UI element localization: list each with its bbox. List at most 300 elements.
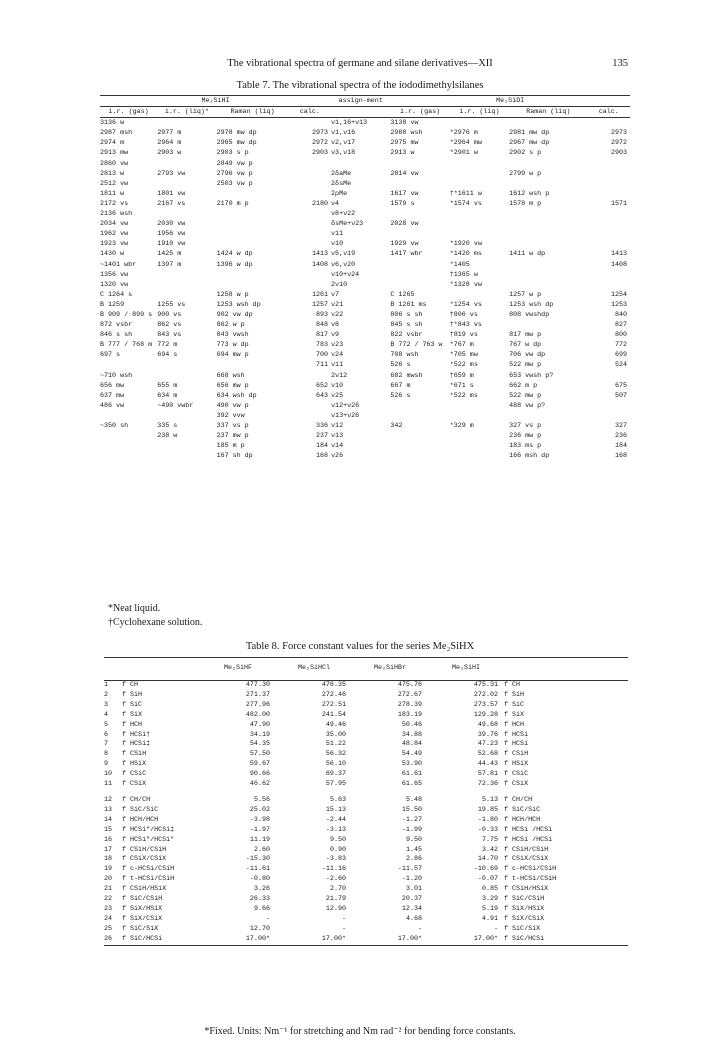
t7-cell: 2972 bbox=[311, 139, 329, 148]
table7-row bbox=[100, 189, 630, 199]
t8-cell: f SiX/CSiX bbox=[122, 914, 163, 923]
table7-row bbox=[100, 219, 630, 229]
t7-cell bbox=[390, 270, 449, 280]
t8-cell: 3.26 bbox=[253, 885, 270, 894]
t7-cell: 237 bbox=[316, 432, 329, 441]
t7-cell: 1578 m p bbox=[509, 199, 542, 208]
table8-row bbox=[104, 846, 628, 856]
t8-cell: 3 bbox=[104, 700, 109, 709]
t7-cell: ~1401 wbr bbox=[100, 260, 137, 269]
t7-cell: 238 w bbox=[157, 432, 178, 441]
t7-cell: ν11 bbox=[331, 361, 344, 370]
t8-cell: -15.30 bbox=[245, 855, 270, 864]
t7-cell bbox=[588, 169, 631, 179]
t7-cell: 2ν10 bbox=[331, 280, 348, 289]
table7-row bbox=[100, 199, 630, 209]
t7-cell: 526 s bbox=[390, 361, 411, 370]
t8-cell: 4.68 bbox=[405, 914, 422, 923]
t8-cell: 21 bbox=[104, 885, 113, 894]
t7-cell bbox=[588, 209, 631, 219]
t7-cell: 1258 w p bbox=[216, 290, 249, 299]
t7-cell: δsMe+ν23 bbox=[331, 220, 364, 229]
t8-cell: 54.49 bbox=[401, 750, 422, 759]
t7-cell: 2913 mw bbox=[100, 149, 129, 158]
t8-cell: 21.79 bbox=[325, 895, 346, 904]
t8-cell: f t-HCSi/CSiH bbox=[122, 875, 175, 884]
t8-cell: 61.61 bbox=[401, 770, 422, 779]
t7-cell bbox=[157, 441, 216, 451]
t7-cell: 1417 wbr bbox=[390, 250, 423, 259]
t7-cell bbox=[289, 169, 331, 179]
t7-cell: C 1265 bbox=[390, 290, 415, 299]
t7-cell bbox=[450, 431, 509, 441]
t8-header-blank bbox=[104, 658, 122, 681]
t8-cell: 34.88 bbox=[401, 730, 422, 739]
t8-cell: f HCSi /HCSi bbox=[504, 835, 553, 844]
group-me2sihi: Me₂SiHI bbox=[201, 97, 230, 105]
table7-row bbox=[100, 128, 630, 138]
t7-cell: B 909 / 899 s bbox=[100, 310, 153, 319]
t7-column-header: i.r. (gas) bbox=[399, 108, 441, 117]
t7-cell: *1328 vw bbox=[449, 280, 482, 289]
t7-cell bbox=[450, 159, 509, 169]
t8-cell: 5.19 bbox=[481, 904, 498, 913]
table7-row bbox=[100, 260, 630, 270]
t7-cell: 2913 w bbox=[390, 149, 415, 158]
t7-cell: 184 bbox=[614, 442, 627, 451]
running-header bbox=[0, 58, 720, 74]
t8-cell: 57.81 bbox=[477, 770, 498, 779]
t8-cell: 6 bbox=[104, 730, 109, 739]
t7-cell: ν8 bbox=[331, 321, 340, 330]
t8-cell: 475.76 bbox=[397, 681, 422, 689]
t7-cell bbox=[588, 239, 631, 249]
t7-cell: 1257 bbox=[311, 300, 329, 309]
t7-cell: *767 m bbox=[449, 341, 474, 350]
table8-row bbox=[104, 935, 628, 945]
t7-cell: 1261 bbox=[311, 290, 329, 299]
t7-cell bbox=[450, 441, 509, 451]
t7-column-header: i.r. (gas) bbox=[108, 108, 149, 117]
t8-cell: 9.66 bbox=[253, 904, 270, 913]
t8-cell: f CH bbox=[504, 681, 521, 689]
t8-cell: 59.67 bbox=[249, 760, 270, 769]
t7-cell bbox=[217, 229, 289, 239]
t7-cell bbox=[588, 219, 631, 229]
t8-cell: 52.68 bbox=[477, 750, 498, 759]
table8-row bbox=[104, 711, 628, 721]
t7-cell: 2030 vw bbox=[157, 220, 186, 229]
t7-cell: 2ν12 bbox=[331, 371, 348, 380]
t7-cell: 2849 vw p bbox=[216, 159, 253, 168]
t8-cell: 46.62 bbox=[249, 780, 270, 789]
t8-cell: -1.80 bbox=[477, 815, 498, 824]
table7-row bbox=[100, 441, 630, 451]
t8-cell: f HCSi† bbox=[122, 730, 151, 739]
t7-cell: 902 vw dp bbox=[216, 310, 253, 319]
t7-cell bbox=[157, 451, 216, 461]
t8-cell: f CH bbox=[122, 681, 139, 689]
t7-column-header: Raman (liq) bbox=[230, 108, 275, 117]
t7-cell: ν25 bbox=[331, 391, 344, 400]
t8-cell: 14 bbox=[104, 815, 113, 824]
t7-cell: *1420 ms bbox=[449, 250, 482, 259]
t7-cell bbox=[450, 179, 509, 189]
t7-cell bbox=[588, 270, 631, 280]
t8-cell: 90.66 bbox=[249, 770, 270, 779]
t8-cell: 17.00* bbox=[245, 934, 270, 943]
t8-cell: 23 bbox=[104, 904, 113, 913]
t8-cell: 11.19 bbox=[249, 835, 270, 844]
t7-cell: ν21 bbox=[331, 300, 344, 309]
t7-cell: *2901 w bbox=[449, 149, 478, 158]
table7-row bbox=[100, 401, 630, 411]
t7-cell: ν1,16+ν13 bbox=[331, 119, 368, 128]
t8-cell: f HCH bbox=[504, 720, 525, 729]
t8-cell: f SiC/HCSi bbox=[504, 934, 545, 943]
t7-cell bbox=[100, 441, 157, 451]
table7-group-row bbox=[100, 96, 630, 107]
t8-cell: f SiC/HCSi bbox=[122, 934, 163, 943]
t7-cell bbox=[509, 209, 587, 219]
t8-cell: 4.91 bbox=[481, 914, 498, 923]
t7-cell bbox=[157, 280, 216, 290]
t8-cell: 2.60 bbox=[253, 845, 270, 854]
t7-cell: 2813 w bbox=[100, 169, 125, 178]
t7-cell: 168 bbox=[614, 452, 627, 461]
t7-cell bbox=[289, 270, 331, 280]
t8-cell: f CSiX bbox=[504, 780, 529, 789]
t8-cell: 12.90 bbox=[325, 904, 346, 913]
t7-cell: 2793 vw bbox=[157, 169, 186, 178]
t8-cell: 51.22 bbox=[325, 740, 346, 749]
t7-cell bbox=[331, 159, 390, 169]
t8-cell: f SiX/HSiX bbox=[122, 904, 163, 913]
t7-cell: 3136 w bbox=[100, 119, 125, 128]
t8-cell: 19 bbox=[104, 865, 113, 874]
t7-cell: 2512 vw bbox=[100, 179, 129, 188]
t8-cell: 12.34 bbox=[401, 904, 422, 913]
t7-cell bbox=[509, 118, 587, 129]
t8-cell: -11.57 bbox=[397, 865, 422, 874]
t8-cell: 22 bbox=[104, 895, 113, 904]
t7-cell: 817 mw p bbox=[509, 331, 542, 340]
t7-cell: ν22 bbox=[331, 310, 344, 319]
t7-cell: 706 vw dp bbox=[509, 351, 546, 360]
table8-row bbox=[104, 721, 628, 731]
t7-cell: ν23 bbox=[331, 341, 344, 350]
t7-cell: 2973 bbox=[610, 129, 627, 138]
table8-row bbox=[104, 691, 628, 701]
t7-cell: 872 vsbr bbox=[100, 321, 133, 330]
t7-cell bbox=[509, 260, 587, 270]
t7-cell bbox=[509, 229, 587, 239]
t8-cell: f CSiH bbox=[504, 750, 529, 759]
t7-cell: ν8+ν22 bbox=[331, 210, 356, 219]
t8-cell: f CSiC bbox=[504, 770, 529, 779]
t7-cell: 168 bbox=[316, 452, 329, 461]
t8-cell: f CH/CH bbox=[504, 795, 533, 804]
t8-cell: 3.29 bbox=[481, 895, 498, 904]
table7-row bbox=[100, 148, 630, 158]
t7-cell: 392 vvw bbox=[216, 411, 245, 420]
t7-cell: *2964 mw bbox=[449, 139, 482, 148]
table7-row bbox=[100, 138, 630, 148]
t7-column-header: i.r. (liq) bbox=[459, 108, 500, 117]
t8-cell: 1.45 bbox=[405, 845, 422, 854]
t7-cell: 653 vwsh p? bbox=[509, 371, 554, 380]
t7-cell: ν9 bbox=[331, 331, 340, 340]
t7-cell: 634 wsh dp bbox=[216, 391, 257, 400]
t8-cell: f HCSi bbox=[504, 740, 529, 749]
t8-cell: -1.97 bbox=[249, 825, 270, 834]
t7-cell: 772 bbox=[614, 341, 627, 350]
t7-cell: ~350 sh bbox=[100, 422, 129, 430]
t7-cell: 2796 vw p bbox=[216, 169, 253, 178]
t8-cell: 50.46 bbox=[401, 720, 422, 729]
table8-row bbox=[104, 875, 628, 885]
t7-cell: 656 mw p bbox=[216, 381, 249, 390]
t7-cell: 2860 vw bbox=[100, 159, 129, 168]
t7-cell bbox=[157, 360, 216, 370]
table8-column-header bbox=[104, 658, 628, 681]
t7-cell bbox=[217, 360, 289, 370]
t8-cell: -11.61 bbox=[245, 865, 270, 874]
t7-cell: *671 s bbox=[449, 381, 474, 390]
t7-column-header: calc. bbox=[299, 108, 320, 117]
t7-cell: *1405 bbox=[449, 260, 470, 269]
t7-cell: 1956 vw bbox=[157, 230, 186, 239]
t7-cell: 1253 bbox=[610, 300, 627, 309]
t7-cell: 2903 s p bbox=[216, 149, 249, 158]
t7-cell: 675 bbox=[614, 381, 627, 390]
t8-cell: 272.46 bbox=[321, 690, 346, 699]
t7-cell: 1430 w bbox=[100, 250, 125, 259]
t8-column-header: Me₂SiHI bbox=[451, 664, 481, 673]
t7-cell bbox=[390, 179, 449, 189]
table8-row bbox=[104, 855, 628, 865]
t7-cell: 2814 vw bbox=[390, 169, 419, 178]
t8-cell: f HCSi‡ bbox=[122, 740, 151, 749]
t7-cell bbox=[509, 159, 587, 169]
t8-cell: 14.70 bbox=[477, 855, 498, 864]
t7-cell bbox=[289, 189, 331, 199]
t7-cell: 1356 vw bbox=[100, 270, 129, 279]
t7-cell: 490 vw p bbox=[216, 401, 249, 410]
table7-row bbox=[100, 270, 630, 280]
t7-cell: 1253 wsh dp bbox=[509, 300, 554, 309]
table8-row bbox=[104, 915, 628, 925]
t8-cell: 183.19 bbox=[397, 710, 422, 719]
t8-cell: 3.01 bbox=[405, 885, 422, 894]
t7-cell: †1365 w bbox=[449, 270, 478, 279]
t8-cell: 2 bbox=[104, 690, 109, 699]
t8-cell: 7 bbox=[104, 740, 109, 749]
t8-cell: -3.13 bbox=[325, 825, 346, 834]
t7-cell: 185 m p bbox=[216, 442, 245, 451]
table8-row bbox=[104, 780, 628, 790]
t8-cell: 278.39 bbox=[397, 700, 422, 709]
table7-row bbox=[100, 391, 630, 401]
t7-cell: ν11 bbox=[331, 230, 344, 239]
t8-cell: f CH/CH bbox=[122, 795, 151, 804]
table7-row bbox=[100, 169, 630, 179]
table7-column-header bbox=[100, 107, 630, 118]
t7-cell bbox=[289, 179, 331, 189]
table7-row bbox=[100, 350, 630, 360]
t7-cell: 2172 vs bbox=[100, 199, 129, 208]
t7-cell: 2028 vw bbox=[390, 220, 419, 229]
t7-cell bbox=[289, 209, 331, 219]
t7-cell: 637 mw bbox=[100, 391, 125, 400]
t7-cell: 2981 mw dp bbox=[509, 129, 550, 138]
table8-row bbox=[104, 760, 628, 770]
t7-cell: 507 bbox=[614, 391, 627, 400]
t8-cell: 13 bbox=[104, 805, 113, 814]
table8-bottom-rule bbox=[104, 945, 628, 948]
t7-cell bbox=[509, 320, 587, 330]
t7-cell: 1408 bbox=[311, 260, 329, 269]
t7-cell: 1413 bbox=[311, 250, 329, 259]
t7-cell bbox=[289, 118, 331, 129]
t7-cell: 166 msh dp bbox=[509, 452, 550, 461]
table8-caption: Table 8. Force constant values for the series Me₂SiHX bbox=[245, 641, 475, 652]
t7-cell: 1612 wsh p bbox=[509, 189, 550, 198]
t7-cell: 900 vs bbox=[157, 310, 182, 319]
t7-cell bbox=[588, 189, 631, 199]
t8-cell: f SiC/SiX bbox=[504, 924, 541, 933]
t8-cell: f SiH bbox=[122, 690, 143, 699]
t8-cell: 20 bbox=[104, 875, 113, 884]
t7-column-header: Raman (liq) bbox=[526, 108, 571, 117]
t7-cell: ν12 bbox=[331, 422, 344, 430]
t7-cell: 2974 m bbox=[100, 139, 125, 148]
t7-cell bbox=[100, 431, 157, 441]
t7-cell: 697 s bbox=[100, 351, 121, 360]
t7-cell bbox=[509, 270, 587, 280]
t7-cell: 183 ms p bbox=[509, 442, 542, 451]
t8-cell: -0.80 bbox=[249, 875, 270, 884]
table7-row bbox=[100, 209, 630, 219]
t7-cell: ν3,ν18 bbox=[331, 149, 356, 158]
t8-cell: 53.90 bbox=[401, 760, 422, 769]
t7-cell: 2903 bbox=[610, 149, 627, 158]
t7-cell bbox=[100, 451, 157, 461]
t7-cell: 1811 w bbox=[100, 189, 125, 198]
t7-cell: ν2,ν17 bbox=[331, 139, 356, 148]
table7-row bbox=[100, 451, 630, 461]
t7-cell bbox=[289, 159, 331, 169]
t7-cell: *1920 vw bbox=[449, 240, 482, 249]
t8-column-header: Me₂SiHCl bbox=[297, 664, 331, 673]
t8-cell: 5.56 bbox=[253, 795, 270, 804]
t7-cell bbox=[390, 451, 449, 461]
t7-cell: 2973 bbox=[311, 129, 329, 138]
t7-cell: 1617 vw bbox=[390, 189, 419, 198]
t7-cell: †*1611 w bbox=[449, 189, 482, 198]
t8-column-header: Me₂SiHBr bbox=[373, 664, 407, 673]
t7-cell: 2967 mw dp bbox=[509, 139, 550, 148]
group-assignment: assign-ment bbox=[338, 97, 383, 105]
t7-cell: 848 bbox=[316, 321, 329, 330]
t7-cell: 522 mw p bbox=[509, 361, 542, 370]
table8-row bbox=[104, 731, 628, 741]
t8-cell: -2.60 bbox=[325, 875, 346, 884]
table7-row bbox=[100, 179, 630, 189]
t7-cell: 237 mw p bbox=[216, 432, 249, 441]
t7-cell: 2978 mw dp bbox=[216, 129, 257, 138]
table8-row bbox=[104, 836, 628, 846]
t7-cell bbox=[509, 179, 587, 189]
table7-row bbox=[100, 159, 630, 169]
t8-cell: 477.30 bbox=[245, 681, 270, 689]
t7-cell bbox=[450, 219, 509, 229]
t8-cell: - bbox=[493, 924, 498, 933]
t8-cell: 15.50 bbox=[401, 805, 422, 814]
table7-row bbox=[100, 330, 630, 340]
t7-cell bbox=[450, 290, 509, 300]
t7-cell bbox=[289, 411, 331, 421]
t7-cell bbox=[157, 411, 216, 421]
t8-cell: f SiC/CSiH bbox=[122, 895, 163, 904]
t7-cell: 236 bbox=[614, 432, 627, 441]
t7-cell bbox=[509, 219, 587, 229]
t7-cell: 817 bbox=[316, 331, 329, 340]
t8-cell: 5.48 bbox=[405, 795, 422, 804]
t7-cell: 694 mw p bbox=[216, 351, 249, 360]
t7-cell: 783 bbox=[316, 341, 329, 350]
t7-cell bbox=[289, 219, 331, 229]
table7-row bbox=[100, 290, 630, 300]
t8-cell: f HCH/HCH bbox=[504, 815, 541, 824]
t7-cell: 806 s sh bbox=[390, 310, 423, 319]
t8-cell: f HCSi″/HCSi″ bbox=[122, 835, 175, 844]
t7-cell: 1424 w dp bbox=[216, 250, 253, 259]
t8-cell: 2.86 bbox=[405, 855, 422, 864]
t8-cell: f HCH/HCH bbox=[122, 815, 159, 824]
t7-cell bbox=[509, 239, 587, 249]
t7-cell: 662 m p bbox=[509, 381, 538, 390]
page-number: 135 bbox=[612, 58, 628, 69]
t8-cell: 12 bbox=[104, 795, 113, 804]
table7-row bbox=[100, 421, 630, 431]
t7-cell bbox=[390, 401, 449, 411]
t7-cell: 3138 vw bbox=[390, 119, 419, 128]
t7-cell: C 1264 s bbox=[100, 290, 133, 299]
t7-cell bbox=[289, 239, 331, 249]
t8-cell: f SiC bbox=[122, 700, 143, 709]
t8-cell: 17.00* bbox=[473, 934, 498, 943]
t8-cell: 0.85 bbox=[481, 885, 498, 894]
table8-row bbox=[104, 740, 628, 750]
t8-cell: f SiH bbox=[504, 690, 525, 699]
running-title: The vibrational spectra of germane and silane derivatives—XII bbox=[227, 58, 493, 69]
table8-footnote: *Fixed. Units: Nm⁻¹ for stretching and Nm rad⁻² for bending force constants. bbox=[204, 1026, 516, 1037]
t8-cell: 35.00 bbox=[325, 730, 346, 739]
t7-cell: 2167 vs bbox=[157, 199, 186, 208]
table8-row bbox=[104, 770, 628, 780]
table7-row bbox=[100, 239, 630, 249]
t8-cell: 57.95 bbox=[325, 780, 346, 789]
t8-cell: f SiC/SiC bbox=[504, 805, 541, 814]
table8-row bbox=[104, 885, 628, 895]
t7-cell bbox=[157, 179, 216, 189]
t7-cell: 2799 w p bbox=[509, 169, 542, 178]
t7-cell bbox=[157, 118, 216, 129]
t8-cell: 241.54 bbox=[321, 710, 346, 719]
t8-cell: 39.76 bbox=[477, 730, 498, 739]
t8-cell: -10.69 bbox=[473, 865, 498, 874]
